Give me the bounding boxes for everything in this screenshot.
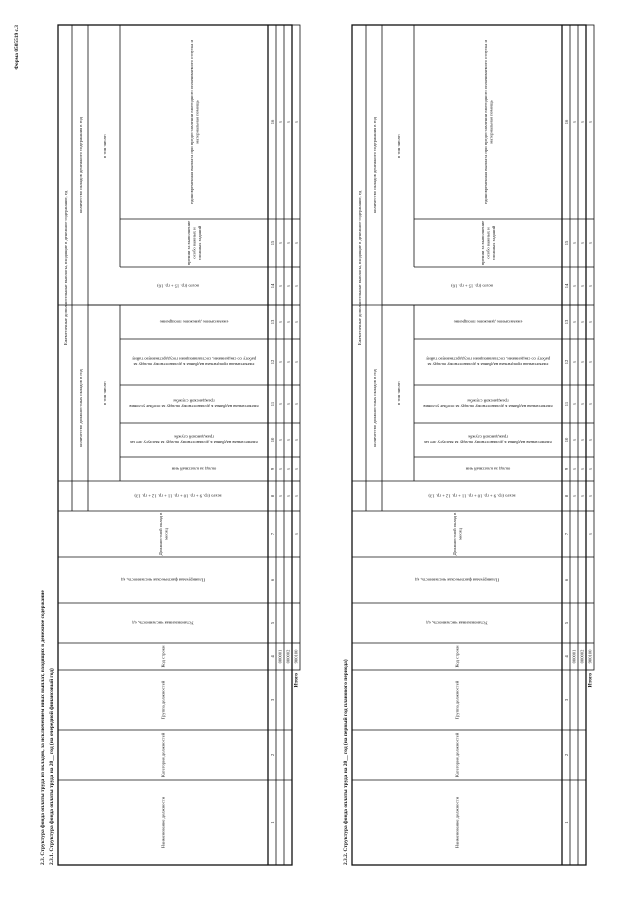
cross-mark: x: [293, 241, 299, 245]
cross-mark: x: [571, 438, 577, 442]
cross-mark: x: [285, 284, 291, 288]
row-code: 900100: [293, 649, 299, 664]
cross-mark: x: [587, 467, 593, 471]
column-number: 6: [270, 578, 275, 582]
header-monthly: Ежемесячные дополнительные выплаты, входящие в денежное содержание, ед: [63, 190, 68, 346]
header-total-8-group: [428, 493, 515, 498]
header-group: Группа должностей: [160, 680, 166, 720]
header-encouragement-group: [454, 319, 523, 324]
cross-mark: x: [579, 360, 585, 364]
column-number: 5: [270, 621, 275, 625]
header-secret: ежемесячная процентная надбавка к должностному окладу заработу со сведениями, составляющими государственную тайну: [131, 356, 257, 368]
header-other: количество окладов денежного содержания в год: [372, 117, 377, 213]
cross-mark: x: [293, 438, 299, 442]
cross-mark: x: [285, 241, 291, 245]
cross-mark: x: [277, 402, 283, 406]
header-staff-planned: Установленная численность, ед: [132, 620, 194, 626]
cross-mark: x: [277, 494, 283, 498]
cross-mark: x: [293, 120, 299, 124]
header-name: Наименование должности: [454, 796, 460, 849]
header-encouragement-group: [160, 319, 229, 324]
header-total-14-group: [451, 283, 493, 288]
header-code: Код строки: [454, 645, 460, 668]
cross-mark: x: [293, 360, 299, 364]
cross-mark: x: [571, 467, 577, 471]
cross-mark: x: [277, 241, 283, 245]
column-number: 3: [564, 698, 569, 702]
table-title: 2.3.2. Структура фонда оплаты труда на 20__ год (на первый год планового периода): [343, 659, 349, 865]
column-number: 7: [564, 532, 569, 536]
cross-mark: x: [293, 320, 299, 324]
column-number: 16: [270, 119, 275, 125]
row-code: 000001: [277, 649, 283, 664]
form-label: Форма 0505519 с.3: [14, 25, 20, 70]
header-special-group: [423, 399, 553, 409]
header-secret-group: [425, 356, 550, 367]
column-number: 14: [564, 283, 569, 289]
cross-mark: x: [277, 120, 283, 124]
cross-mark: x: [587, 438, 593, 442]
header-salary: Должностной оклад вмесяц: [451, 512, 463, 556]
header-incl-2: в том числе:: [396, 134, 401, 158]
cross-mark: x: [571, 360, 577, 364]
header-salaries-per-year: количество должностных окладов в год: [78, 369, 83, 447]
header-secret-group: [131, 356, 256, 367]
cross-mark: x: [579, 241, 585, 245]
cross-mark: x: [285, 120, 291, 124]
column-number: 13: [270, 319, 275, 325]
column-number: 15: [564, 240, 569, 246]
header-group: Группа должностей: [454, 680, 460, 720]
header-rank: оклад за классный чин: [171, 466, 217, 472]
header-special: ежемесячная надбавка к должностному окладу за особые условиягражданской службы: [129, 398, 259, 410]
column-number: 10: [564, 437, 569, 443]
header-staff-actual-group: [120, 576, 205, 582]
cross-mark: x: [579, 494, 585, 498]
header-code: Код строки: [160, 645, 166, 668]
cross-mark: x: [571, 241, 577, 245]
header-premiums: премии за выполнениеособо важных исложных заданий: [480, 220, 496, 266]
cross-mark: x: [571, 284, 577, 288]
column-number: 11: [564, 401, 569, 407]
cross-mark: x: [293, 402, 299, 406]
column-number: 3: [270, 698, 275, 702]
column-number: 9: [564, 467, 569, 471]
header-special-group: [129, 399, 259, 409]
row-code: 000002: [285, 649, 291, 664]
header-staff-planned-group: [426, 619, 488, 625]
header-incl: в том числе:: [102, 381, 107, 405]
header-staff-planned-group: [132, 619, 194, 625]
header-lump-sum: единовременная выплата при предоставлении ежегодного оплачиваемого отпуска иматериальная помощь: [482, 40, 494, 204]
cross-mark: x: [285, 402, 291, 406]
header-seniority-group: [424, 435, 551, 445]
column-number: 7: [270, 532, 275, 536]
header-total-8: всего (гр. 9 + гр. 10 + гр. 11 + гр. 12 + гр. 13): [428, 493, 516, 499]
header-category: Категория должностей: [160, 732, 166, 778]
section-title: 2.3. Структура фонда оплаты труда из вкладов, за исключением иных выплат, входящих в денежное содержание: [40, 590, 46, 865]
cross-mark: x: [277, 438, 283, 442]
row-code: 000001: [571, 649, 577, 664]
header-secret: ежемесячная процентная надбавка к должностному окладу заработу со сведениями, составляющими государственную тайну: [425, 356, 551, 368]
column-number: 2: [270, 753, 275, 757]
column-number: 11: [270, 401, 275, 407]
header-name: Наименование должности: [160, 796, 166, 849]
cross-mark: x: [587, 120, 593, 124]
cross-mark: x: [277, 467, 283, 471]
total-label: Итого: [587, 673, 594, 688]
header-rank: оклад за классный чин: [465, 466, 511, 472]
header-incl-2: в том числе:: [102, 134, 107, 158]
header-seniority-group: [130, 435, 257, 445]
cross-mark: x: [587, 241, 593, 245]
column-number: 5: [564, 621, 569, 625]
header-encouragement: ежемесячное денежное поощрение: [453, 319, 523, 325]
column-number: 15: [270, 240, 275, 246]
column-number: 4: [270, 655, 275, 658]
header-category: Категория должностей: [454, 732, 460, 778]
cross-mark: x: [277, 360, 283, 364]
cross-mark: x: [571, 120, 577, 124]
cross-mark: x: [579, 402, 585, 406]
header-salaries-per-year: количество должностных окладов в год: [372, 369, 377, 447]
header-rank-group: [465, 466, 510, 471]
cross-mark: x: [587, 320, 593, 324]
column-number: 8: [564, 494, 569, 498]
header-staff-actual: Планируемая фактическая численность, ед: [120, 577, 206, 583]
header-rank-group: [171, 466, 216, 471]
column-number: 2: [564, 753, 569, 757]
cross-mark: x: [571, 402, 577, 406]
column-number: 12: [564, 359, 569, 365]
cross-mark: x: [277, 284, 283, 288]
cross-mark: x: [285, 320, 291, 324]
table-title: 2.3.1. Структура фонда оплаты труда на 20__ год (на очередной финансовый год): [49, 668, 55, 865]
header-total-14: всего (гр. 15 + гр. 16): [157, 283, 199, 289]
rotated-content: [14, 25, 594, 865]
header-staff-actual: Планируемая фактическая численность, ед: [414, 577, 500, 583]
column-number: 16: [564, 119, 569, 125]
column-number: 13: [564, 319, 569, 325]
header-total-14: всего (гр. 15 + гр. 16): [451, 283, 493, 289]
cross-mark: x: [285, 494, 291, 498]
header-special: ежемесячная надбавка к должностному окладу за особые условиягражданской службы: [423, 398, 553, 410]
cross-mark: x: [285, 467, 291, 471]
cross-mark: x: [587, 360, 593, 364]
cross-mark: x: [579, 320, 585, 324]
column-number: 8: [270, 494, 275, 498]
cross-mark: x: [285, 438, 291, 442]
column-number: 10: [270, 437, 275, 443]
header-staff-planned: Установленная численность, ед: [426, 620, 488, 626]
header-total-8: всего (гр. 9 + гр. 10 + гр. 11 + гр. 12 + гр. 13): [134, 493, 222, 499]
cross-mark: x: [579, 467, 585, 471]
header-seniority: ежемесячная надбавка к должностному окладу за выслугу лет награжданской службе: [130, 434, 258, 446]
column-number: 14: [270, 283, 275, 289]
header-lump-sum: единовременная выплата при предоставлении ежегодного оплачиваемого отпуска иматериальная помощь: [188, 40, 200, 204]
row-code: 900100: [587, 649, 593, 664]
cross-mark: x: [285, 360, 291, 364]
cross-mark: x: [587, 532, 593, 536]
cross-mark: x: [579, 284, 585, 288]
header-encouragement: ежемесячное денежное поощрение: [159, 319, 229, 325]
header-incl: в том числе:: [396, 381, 401, 405]
header-total-8-group: [134, 493, 221, 498]
header-other: количество окладов денежного содержания в год: [78, 117, 83, 213]
row-code: 000002: [579, 649, 585, 664]
cross-mark: x: [571, 320, 577, 324]
column-number: 9: [270, 467, 275, 471]
cross-mark: x: [293, 467, 299, 471]
column-number: 6: [564, 578, 569, 582]
cross-mark: x: [579, 120, 585, 124]
cross-mark: x: [293, 494, 299, 498]
cross-mark: x: [579, 438, 585, 442]
header-seniority: ежемесячная надбавка к должностному окладу за выслугу лет награжданской службе: [424, 434, 552, 446]
cross-mark: x: [571, 494, 577, 498]
cross-mark: x: [293, 284, 299, 288]
column-number: 4: [564, 655, 569, 658]
header-premiums: премии за выполнениеособо важных исложных заданий: [186, 220, 202, 266]
cross-mark: x: [587, 402, 593, 406]
cross-mark: x: [293, 532, 299, 536]
header-monthly: Ежемесячные дополнительные выплаты, входящие в денежное содержание, ед: [357, 190, 362, 346]
cross-mark: x: [587, 494, 593, 498]
header-salary: Должностной оклад вмесяц: [157, 512, 169, 556]
cross-mark: x: [277, 320, 283, 324]
cross-mark: x: [587, 284, 593, 288]
column-number: 1: [270, 821, 275, 824]
column-number: 1: [564, 821, 569, 824]
column-number: 12: [270, 359, 275, 365]
header-staff-actual-group: [414, 576, 499, 582]
header-total-14-group: [157, 283, 199, 288]
total-label: Итого: [293, 673, 300, 688]
